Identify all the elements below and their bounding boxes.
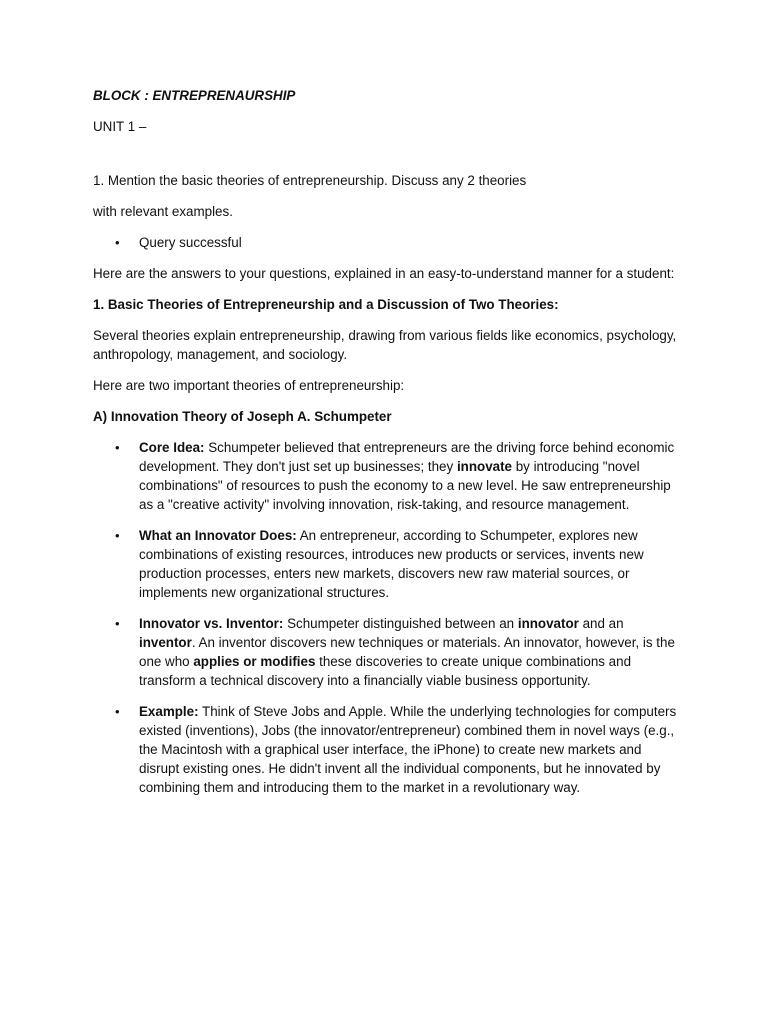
list-item-core-idea	[93, 438, 683, 514]
bullet-icon: •	[115, 528, 120, 543]
point-text: and an	[578, 616, 624, 631]
block-title: BLOCK : ENTREPRENAURSHIP	[93, 88, 296, 103]
bullet-icon: •	[115, 440, 120, 455]
section-heading: 1. Basic Theories of Entrepreneurship and a Discussion of Two Theories:	[93, 297, 559, 312]
status-text: Query successful	[139, 235, 242, 250]
document-body	[93, 86, 683, 809]
status-list	[93, 233, 683, 252]
point-bold: innovator	[517, 616, 579, 631]
bullet-icon: •	[115, 704, 120, 719]
point-label: Core Idea:	[139, 440, 205, 455]
point-text: these discoveries to create unique combinations and transform a technical discovery into a financially viable business opportunity.	[139, 654, 632, 688]
bullet-icon: •	[115, 616, 120, 631]
intro-paragraph: Here are the answers to your questions, explained in an easy-to-understand manner for a student:	[93, 266, 675, 281]
list-item-innovator-does	[93, 526, 683, 602]
point-text: Schumpeter believed that entrepreneurs are the driving force behind economic development. They don't just set up businesses; they	[139, 440, 675, 474]
theory-a-points	[93, 438, 683, 797]
list-item-innovator-vs-inventor	[93, 614, 683, 690]
unit-label: UNIT 1 –	[93, 119, 147, 134]
point-text: An entrepreneur, according to Schumpeter, explores new combinations of existing resources, introduces new products or services, invents new production processes, enters new markets, discovers new raw material sources, or implements new organizational structures.	[139, 528, 644, 600]
point-bold: applies or modifies	[193, 654, 316, 669]
point-label: Example:	[139, 704, 199, 719]
bullet-icon: •	[115, 235, 120, 250]
list-item	[93, 233, 683, 252]
point-bold: innovate	[456, 459, 512, 474]
spacer	[93, 148, 683, 171]
point-label: Innovator vs. Inventor:	[139, 616, 284, 631]
theory-a-heading: A) Innovation Theory of Joseph A. Schumpeter	[93, 409, 392, 424]
point-label: What an Innovator Does:	[139, 528, 297, 543]
point-text: Think of Steve Jobs and Apple. While the underlying technologies for computers existed (inventions), Jobs (the innovator/entrepreneur) combined them in novel ways (e.g., the Macintosh with a graphical user interface, the iPhone) to create new markets and disrupt existing ones. He didn't invent all the individual components, but he innovated by combining them and introducing them to the market in a revolutionary way.	[139, 704, 677, 795]
point-bold: inventor	[139, 635, 192, 650]
overview-paragraph: Several theories explain entrepreneurship, drawing from various fields like economics, psychology, anthropology, management, and sociology.	[93, 328, 677, 362]
point-text: by introducing "novel combinations" of resources to push the economy to a new level. He saw entrepreneurship as a "creative activity" involving innovation, risk-taking, and resource management.	[139, 459, 671, 512]
point-text: Schumpeter distinguished between an	[283, 616, 518, 631]
question-line-2: with relevant examples.	[93, 204, 233, 219]
question-line-1: 1. Mention the basic theories of entrepreneurship. Discuss any 2 theories	[93, 173, 527, 188]
list-item-example	[93, 702, 683, 797]
point-text: . An inventor discovers new techniques or materials. An innovator, however, is the one who	[139, 635, 675, 669]
two-theories-intro: Here are two important theories of entrepreneurship:	[93, 378, 405, 393]
